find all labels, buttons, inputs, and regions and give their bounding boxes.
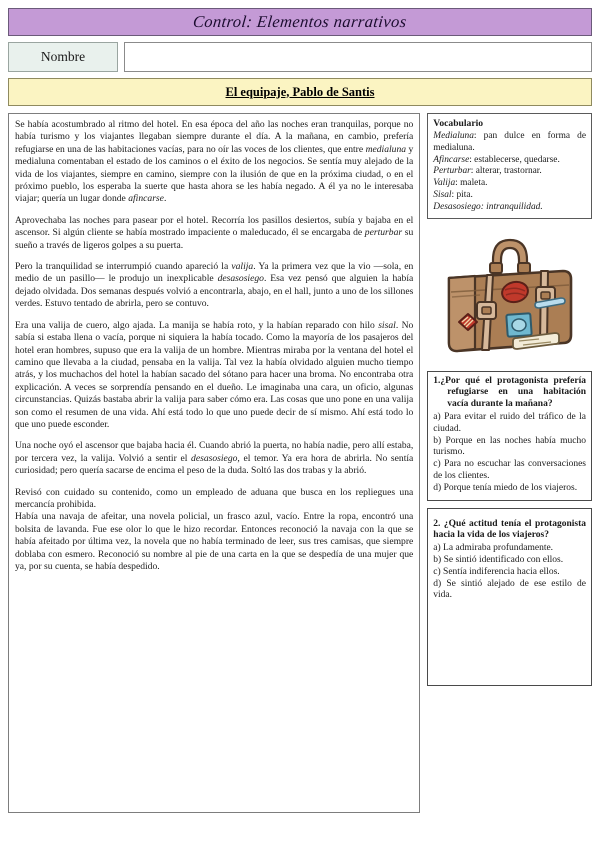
vocabulary-term: Medialuna bbox=[433, 131, 474, 141]
name-label bbox=[8, 42, 118, 72]
question-option[interactable]: b) Porque en las noches había mucho turismo. bbox=[433, 435, 586, 458]
question-option[interactable]: b) Se sintió identificado con ellos. bbox=[433, 554, 564, 565]
vocabulary-entry: Desasosiego: intranquilidad. bbox=[433, 201, 543, 212]
side-column bbox=[427, 113, 592, 686]
vocabulary-term: Sisal bbox=[433, 189, 452, 200]
vocabulary-definition: : establecerse, quedarse. bbox=[469, 154, 560, 165]
reading-title: El equipaje, Pablo de Santis bbox=[225, 84, 375, 99]
passage-run: Se había acostumbrado al ritmo del hotel. En esa época del año las noches eran tranquilas, porque no había turismo y los viajantes llegaban siempre durante el día. A la mañana, en cambio, prefería refugiarse en una de las habitaciones vacías, para no oír las voces de los clientes, que entre bbox=[15, 119, 414, 155]
vocabulary-entry bbox=[433, 166, 586, 178]
glossed-term: desasosiego bbox=[217, 273, 264, 285]
glossed-term: sisal bbox=[378, 319, 396, 331]
passage-paragraph bbox=[15, 320, 413, 432]
suitcase-icon bbox=[435, 230, 585, 362]
passage-run: Aprovechaba las noches para pasear por el hotel. Recorría los pasillos desiertos, subía y bajaba en el ascensor. Si algún cliente se había mostrado impaciente o maleducado, él se encargaba de bbox=[15, 214, 414, 239]
question-stem bbox=[433, 519, 586, 543]
vocabulary-entry bbox=[433, 155, 586, 167]
vocabulary-entry bbox=[433, 178, 586, 190]
passage-run: . Ya la primera vez que la vio —sola, en medio de un pasillo— le produjo un inexplicable bbox=[15, 261, 414, 285]
question-option[interactable]: a) Para evitar el ruido del tráfico de la ciudad. bbox=[433, 411, 586, 434]
name-row bbox=[8, 42, 592, 72]
passage-run: y medialuna comentaban el estado de los caminos o el éxito de los negocios. Se sentía muy alejado de la vida de los viajantes, siempre en camino, siempre con la ilusión de que en la próxima ciudad, o en el próximo pueblo, los esperaba la suerte que hasta ahora se les había negado. A él ya no le interesaba viajar; quería un lugar donde bbox=[15, 143, 414, 205]
vocabulary-definition: : alterar, trastornar. bbox=[470, 166, 542, 177]
vocabulary-term: Valija bbox=[433, 178, 456, 189]
glossed-term: valija bbox=[231, 261, 254, 273]
passage-run: Era una valija de cuero, algo ajada. La manija se había roto, y la habían reparado con hilo bbox=[15, 319, 379, 331]
reading-title-band bbox=[8, 78, 592, 106]
vocabulary-term: Perturbar bbox=[433, 166, 471, 177]
questions-list bbox=[427, 371, 592, 686]
header-banner bbox=[8, 8, 592, 36]
glossed-term: afincarse bbox=[128, 193, 164, 205]
passage-paragraph bbox=[15, 119, 413, 206]
passage-paragraph bbox=[15, 261, 413, 311]
passage-run: . bbox=[163, 193, 167, 205]
content-columns bbox=[8, 113, 592, 813]
vocabulary-entry bbox=[433, 190, 586, 202]
vocabulary-title: Vocabulario bbox=[433, 118, 484, 129]
question-box bbox=[427, 508, 592, 686]
glossed-term: desasosiego bbox=[191, 452, 238, 464]
question-number: 2. bbox=[433, 518, 444, 529]
passage-run: Una noche oyó el ascensor que bajaba hacia él. Cuando abrió la puerta, no había nadie, pero allí estaba, por tercera vez, la valija. Volvió a sentir el bbox=[15, 440, 414, 464]
question-option[interactable]: d) Se sintió alejado de ese estilo de vida. bbox=[433, 578, 586, 601]
question-stem bbox=[433, 376, 586, 411]
vocabulary-entry bbox=[433, 131, 586, 155]
passage-run: , el temor. Ya era hora de abrirla. No sentía curiosidad; pero quería sacarse de encima el peso de la duda. Soltó las dos trabas y la abrió. bbox=[15, 452, 414, 477]
question-text: ¿Qué actitud tenía el protagonista hacia la vida de los viajeros? bbox=[433, 518, 586, 541]
passage-paragraph bbox=[15, 215, 413, 252]
vocabulary-definition: : maleta. bbox=[455, 178, 488, 189]
passage-run: . No sabía si estaba llena o vacía, porque ni siquiera la había tocado. Como la mayoría de los pasajeros del hotel eran hombres, supuso que era la valija de un hombre. Mientras miraba por la ventana del hotel el camino que llevaba a la ciudad, pensaba en la valija. Tal vez la había olvidado alguien mucho tiempo atrás, y los muchachos del hotel la habían sacado del sótano para hacer una broma. No encontraba otra explicación. A veces se sorprendía pensando en el dueño. Le imaginaba una cara, un oficio, algunas circunstancias. Quizás bastaba abrir la valija para saber cómo era. Las cosas que uno pone en una valija son como el resumen de una vida. Ahí está todo lo que uno puede decir de sí mismo. Ahí está todo lo que uno puede esconder. bbox=[15, 319, 414, 430]
passage-run: su sueño a través de ligeros golpes a su puerta. bbox=[15, 227, 414, 251]
question-number: 1. bbox=[433, 375, 441, 386]
vocabulary-entries bbox=[433, 131, 586, 214]
vocabulary-box bbox=[427, 113, 592, 219]
vocabulary-definition: : pita. bbox=[451, 189, 473, 200]
question-option[interactable]: a) La admiraba profundamente. bbox=[433, 543, 554, 554]
passage-paragraph bbox=[15, 487, 413, 512]
passage-text bbox=[15, 119, 413, 573]
question-option[interactable]: c) Sentía indiferencia hacia ellos. bbox=[433, 566, 560, 577]
name-input[interactable] bbox=[124, 42, 592, 72]
glossed-term: medialuna bbox=[365, 143, 407, 155]
vocabulary-definition: : pan dulce en forma de medialuna. bbox=[433, 131, 586, 153]
vocabulary-term: Afincarse bbox=[433, 154, 470, 165]
passage-paragraph bbox=[15, 511, 413, 573]
passage-run: Pero la tranquilidad se interrumpió cuando apareció la bbox=[15, 261, 232, 273]
passage-run: Había una navaja de afeitar, una novela policial, un frasco azul, vacío. Entre la ropa, encontró una bolsita de lavanda. Fue ese olor lo que le hizo recordar. Entonces reconoció la navaja con la que se había afeitado por última vez, la novela que no había terminado de leer, sus tres camisas, que siempre doblaba con esmero. Reconoció su nombre al pie de una carta en la que se despedía de una mujer que ya, por su cuenta, se había despedido. bbox=[15, 511, 414, 572]
question-option[interactable]: c) Para no escuchar las conversaciones de los clientes. bbox=[433, 459, 586, 481]
question-text: ¿Por qué el protagonista prefería refugiarse en una habitación vacía durante la mañana? bbox=[440, 375, 586, 410]
question-box bbox=[427, 371, 592, 501]
glossed-term: perturbar bbox=[364, 227, 403, 239]
page-title: Control: Elementos narrativos bbox=[192, 12, 408, 31]
name-label-text: Nombre bbox=[40, 49, 86, 64]
passage-run: Revisó con cuidado su contenido, como un empleado de aduana que busca en los repliegues una mercancía prohibida. bbox=[15, 486, 414, 510]
passage-paragraph bbox=[15, 440, 413, 477]
question-option[interactable]: d) Porque tenía miedo de los viajeros. bbox=[433, 482, 578, 493]
suitcase-illustration bbox=[427, 226, 592, 364]
passage-box bbox=[8, 113, 420, 813]
passage-run: . Esa vez pensó que alguien la había dejado olvidada. Dos semanas después volvió a encontrarla, abajo, en el hall, junto a uno de los sillones verdes. Estuvo tentado de abrirla, pero se contuvo. bbox=[15, 273, 414, 310]
